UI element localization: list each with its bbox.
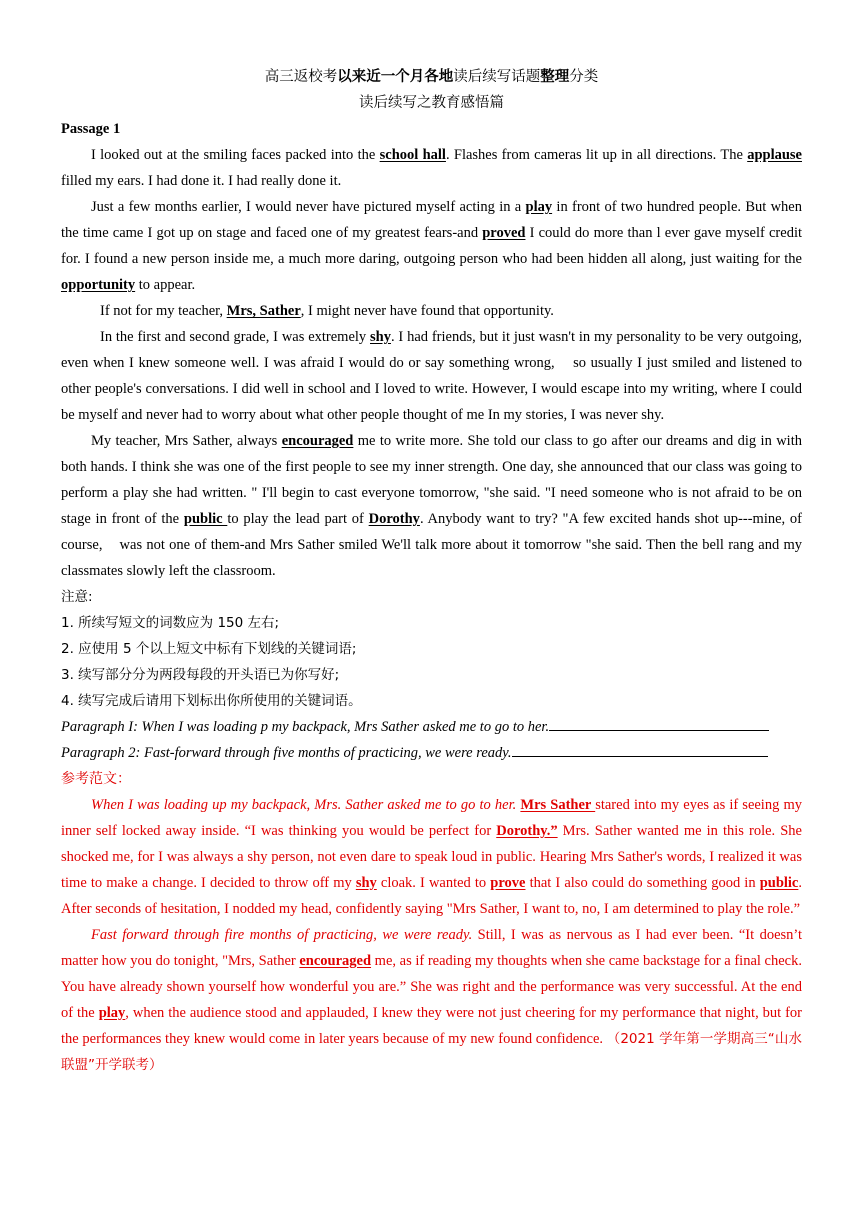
reference-paragraph-2: Fast forward through fire months of practicing, we were ready. Still, I was as nervous as I had ever been. “It doesn’t matter how you do tonight, "Mrs, Sather encouraged me, as if reading my thoughts when she came backstage for a final check. You have already shown yourself how wonderful you are.” She was right and the performance was very successful. At the end of the play, when the audience stood and applauded, I knew they were not just cheering for my performance that night, but for the performances they knew would come in later years because of my new found confidence. （2021 学年第一学期高三“山水联盟”开学联考） [61,927,803,1073]
reference-essay-title: 参考范文： [61,771,131,787]
document-page [61,64,802,1078]
title-part: 高三返校考 [264,69,338,85]
reference-paragraph-1: When I was loading up my backpack, Mrs. Sather asked me to go to her. Mrs Sather stared into my eyes as if seeing my inner self locked away inside. “I was thinking you would be perfect for Dorothy.” Mrs. Sather wanted me in this role. She shocked me, for I was always a shy person, not even dare to speak loud in public. Hearing Mrs Sather's words, I realized it was time to make a change. I decided to throw off my shy cloak. I wanted to prove that I also could do something good in public. After seconds of hesitation, I nodded my head, confidently saying "Mrs Sather, I want to, no, I am determined to play the role.” [61,797,802,917]
note-item: 4. 续写完成后请用下划标出你所使用的关键词语。 [61,693,362,709]
keyword: Mrs, Sather [226,303,301,319]
passage-paragraph-4: In the first and second grade, I was extremely shy. I had friends, but it just wasn't in my personality to be very outgoing, even when I knew someone well. I was afraid I would do or say something wrong, so usually I just smiled and listened to other people's conversations. I did well in school and I loved to write. However, I would escape into my writing, where I could be myself and never had to worry about what other people thought of me In my stories, I was never shy. [61,329,802,423]
passage-paragraph-3: If not for my teacher, Mrs, Sather, I might never have found that opportunity. [100,303,554,319]
keyword: opportunity [61,277,136,293]
document-subtitle: 读后续写之教育感悟篇 [359,95,504,111]
answer-blank-line [512,742,768,757]
answer-blank-line [549,716,769,731]
title-part-bold: 以来近一个月各地 [337,69,454,85]
passage-paragraph-1: I looked out at the smiling faces packed into the school hall. Flashes from cameras lit up in all directions. The applause filled my ears. I had done it. I had really done it. [61,147,802,189]
keyword: shy [355,875,377,891]
note-item: 3. 续写部分分为两段每段的开头语已为你写好; [61,667,340,683]
title-part-bold: 整理 [540,69,570,85]
notes-title: 注意: [61,589,93,605]
title-part: 读后续写话题 [453,69,541,85]
keyword: play [525,199,553,215]
keyword: Dorothy [368,511,420,527]
keyword: applause [747,147,802,163]
paragraph-prompt-1: Paragraph I: When I was loading p my backpack, Mrs Sather asked me to go to her. [61,714,802,740]
keyword: prove [490,875,526,891]
keyword: encouraged [281,433,354,449]
keyword: shy [370,329,391,345]
paragraph-prompt-2: Paragraph 2: Fast-forward through five months of practicing, we were ready. [61,740,802,766]
title-part: 分类 [569,69,599,85]
keyword: Dorothy.” [496,823,558,839]
keyword: play [98,1005,126,1021]
keyword: Mrs Sather [520,797,596,813]
passage-paragraph-5: My teacher, Mrs Sather, always encouraged me to write more. She told our class to go after our dreams and dig in with both hands. I think she was one of the first people to see my inner strength. One day, she announced that our class was going to perform a play she had written. " I'll begin to cast everyone tomorrow, "she said. "I need someone who is not afraid to be on stage in front of the public to play the lead part of Dorothy. Anybody want to try? "A few excited hands shot up---mine, of course, was not one of them-and Mrs Sather smiled We'll talk more about it tomorrow "she said. Then the bell rang and my classmates slowly left the classroom. [61,433,802,579]
keyword: encouraged [299,953,372,969]
keyword: public [183,511,228,527]
passage-paragraph-2: Just a few months earlier, I would never have pictured myself acting in a play in front of two hundred people. But when the time came I got up on stage and faced one of my greatest fears-and proved I could do more than l ever gave myself credit for. I found a new person inside me, a much more daring, outgoing person who had been hidden all along, just waiting for the opportunity to appear. [61,199,802,293]
keyword: proved [482,225,526,241]
passage-label: Passage 1 [61,121,121,137]
reference-essay [61,792,802,1078]
note-item: 1. 所续写短文的词数应为 150 左右; [61,615,280,631]
source-note: （2021 学年第一学期高三“山水联盟”开学联考） [61,1031,802,1073]
document-title [61,64,802,90]
keyword: school hall [379,147,446,163]
keyword: public [759,875,799,891]
note-item: 2. 应使用 5 个以上短文中标有下划线的关键词语; [61,641,357,657]
